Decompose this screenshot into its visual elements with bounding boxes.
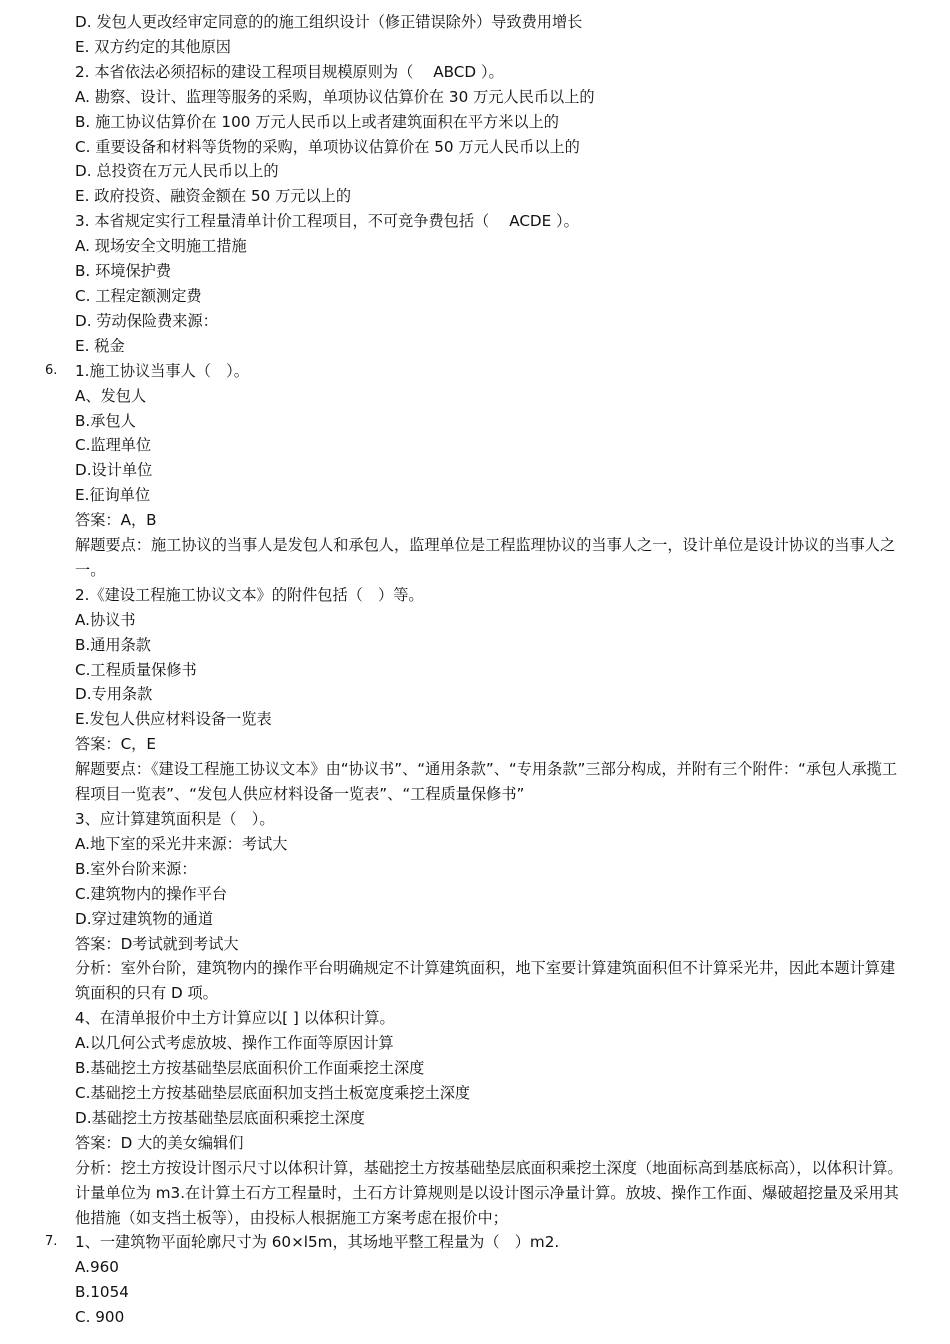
text-line <box>0 1056 950 1081</box>
line-text: 分析：挖土方按设计图示尺寸以体积计算，基础挖土方按基础垫层底面积乘挖土深度（地面标高到基底标高），以体积计算。计量单位为 m3.在计算土石方工程量时，土石方计算规则是以设计图示净量计算。放坡、操作工作面、爆破超挖量及采用其他措施（如支挡土板等），由投标人根据施工方案考虑在报价中； <box>75 1158 903 1227</box>
text-line <box>0 682 950 707</box>
text-line <box>0 110 950 135</box>
text-line <box>0 608 950 633</box>
line-text: A.以几何公式考虑放坡、操作工作面等原因计算 <box>75 1034 394 1053</box>
line-text: E. 政府投资、融资金额在 50 万元以上的 <box>75 187 352 206</box>
text-line <box>0 508 950 533</box>
line-text: 3. 本省规定实行工程量清单计价工程项目，不可竞争费包括（ ACDE ）。 <box>75 212 579 231</box>
text-line <box>0 458 950 483</box>
text-line <box>0 1081 950 1106</box>
line-text: D.穿过建筑物的通道 <box>75 909 214 928</box>
line-text: B. 环境保护费 <box>75 262 172 281</box>
text-line <box>0 832 950 857</box>
text-line <box>0 658 950 683</box>
text-line <box>0 757 950 807</box>
text-line <box>0 1156 950 1231</box>
text-line <box>0 483 950 508</box>
line-text: A.协议书 <box>75 610 136 629</box>
text-line <box>0 309 950 334</box>
text-line <box>0 807 950 832</box>
text-line <box>0 159 950 184</box>
text-line <box>0 1031 950 1056</box>
line-text: C.建筑物内的操作平台 <box>75 884 228 903</box>
line-text: A. 现场安全文明施工措施 <box>75 237 247 256</box>
text-line <box>0 334 950 359</box>
line-text: D. 总投资在万元人民币以上的 <box>75 162 279 181</box>
text-line <box>0 85 950 110</box>
line-text: 2. 本省依法必须招标的建设工程项目规模原则为（ ABCD ）。 <box>75 62 504 81</box>
text-line <box>0 707 950 732</box>
line-text: C.监理单位 <box>75 436 152 455</box>
text-line <box>0 1255 950 1280</box>
line-text: 解题要点：施工协议的当事人是发包人和承包人，监理单位是工程监理协议的当事人之一，设计单位是设计协议的当事人之一。 <box>75 536 896 579</box>
line-text: 4、在清单报价中土方计算应以[ ] 以体积计算。 <box>75 1009 395 1028</box>
text-line <box>0 409 950 434</box>
text-line <box>0 384 950 409</box>
text-line <box>0 1230 950 1255</box>
line-text: 1.施工协议当事人（ ）。 <box>75 361 249 380</box>
text-line <box>0 633 950 658</box>
text-line <box>0 1280 950 1305</box>
text-line <box>0 732 950 757</box>
line-text: E. 双方约定的其他原因 <box>75 37 231 56</box>
text-line <box>0 1106 950 1131</box>
line-text: B.基础挖土方按基础垫层底面积价工作面乘挖土深度 <box>75 1059 425 1078</box>
line-text: C.基础挖土方按基础垫层底面积加支挡土板宽度乘挖土深度 <box>75 1083 471 1102</box>
line-text: 分析：室外台阶，建筑物内的操作平台明确规定不计算建筑面积，地下室要计算建筑面积但不计算采光井，因此本题计算建筑面积的只有 D 项。 <box>75 959 896 1003</box>
line-text: A. 勘察、设计、监理等服务的采购，单项协议估算价在 30 万元人民币以上的 <box>75 87 595 106</box>
text-line <box>0 956 950 1006</box>
text-line <box>0 359 950 384</box>
text-line <box>0 882 950 907</box>
text-line <box>0 1131 950 1156</box>
line-text: D. 劳动保险费来源： <box>75 311 218 330</box>
text-line <box>0 1305 950 1330</box>
list-number: 7. <box>45 1234 58 1250</box>
line-text: B.通用条款 <box>75 635 151 654</box>
document-page <box>0 10 950 1330</box>
line-text: D. 发包人更改经审定同意的的施工组织设计（修正错误除外）导致费用增长 <box>75 13 583 31</box>
line-text: D.设计单位 <box>75 461 153 480</box>
line-text: E. 税金 <box>75 336 125 355</box>
line-text: B.室外台阶来源： <box>75 859 197 878</box>
line-text: 答案：D 大的美女编辑们 <box>75 1133 244 1152</box>
list-number: 6. <box>45 362 58 378</box>
line-text: B.承包人 <box>75 411 136 430</box>
line-text: D.基础挖土方按基础垫层底面积乘挖土深度 <box>75 1108 365 1127</box>
text-line <box>0 234 950 259</box>
line-text: 答案：D考试就到考试大 <box>75 934 239 953</box>
text-line <box>0 10 950 35</box>
line-text: C. 900 <box>75 1308 125 1327</box>
text-line <box>0 60 950 85</box>
line-text: D.专用条款 <box>75 685 153 704</box>
line-text: C.工程质量保修书 <box>75 660 197 679</box>
line-text: 答案：C，E <box>75 735 156 754</box>
line-text: A.960 <box>75 1258 119 1277</box>
line-text: 1、一建筑物平面轮廓尺寸为 60×l5m，其场地平整工程量为（ ）m2. <box>75 1233 560 1252</box>
text-line <box>0 209 950 234</box>
text-line <box>0 259 950 284</box>
text-line <box>0 932 950 957</box>
text-line <box>0 857 950 882</box>
line-text: 2.《建设工程施工协议文本》的附件包括（ ）等。 <box>75 585 424 604</box>
text-line <box>0 533 950 583</box>
line-text: B. 施工协议估算价在 100 万元人民币以上或者建筑面积在平方米以上的 <box>75 112 559 131</box>
text-line <box>0 284 950 309</box>
line-text: B.1054 <box>75 1283 129 1302</box>
line-text: 解题要点：《建设工程施工协议文本》由“协议书”、“通用条款”、“专用条款”三部分构成，并附有三个附件：“承包人承揽工程项目一览表”、“发包人供应材料设备一览表”、“工程质量保修书” <box>75 760 898 804</box>
line-text: 答案：A，B <box>75 511 157 530</box>
text-line <box>0 35 950 60</box>
text-line <box>0 135 950 160</box>
text-line <box>0 907 950 932</box>
line-text: A、发包人 <box>75 386 147 405</box>
text-line <box>0 583 950 608</box>
line-text: E.征询单位 <box>75 486 151 505</box>
line-text: C. 工程定额测定费 <box>75 286 202 305</box>
text-line <box>0 433 950 458</box>
text-line <box>0 184 950 209</box>
line-text: A.地下室的采光井来源：考试大 <box>75 834 288 853</box>
line-text: 3、应计算建筑面积是（ ）。 <box>75 810 275 828</box>
text-line <box>0 1006 950 1031</box>
line-text: E.发包人供应材料设备一览表 <box>75 710 272 729</box>
line-text: C. 重要设备和材料等货物的采购，单项协议估算价在 50 万元人民币以上的 <box>75 137 580 156</box>
